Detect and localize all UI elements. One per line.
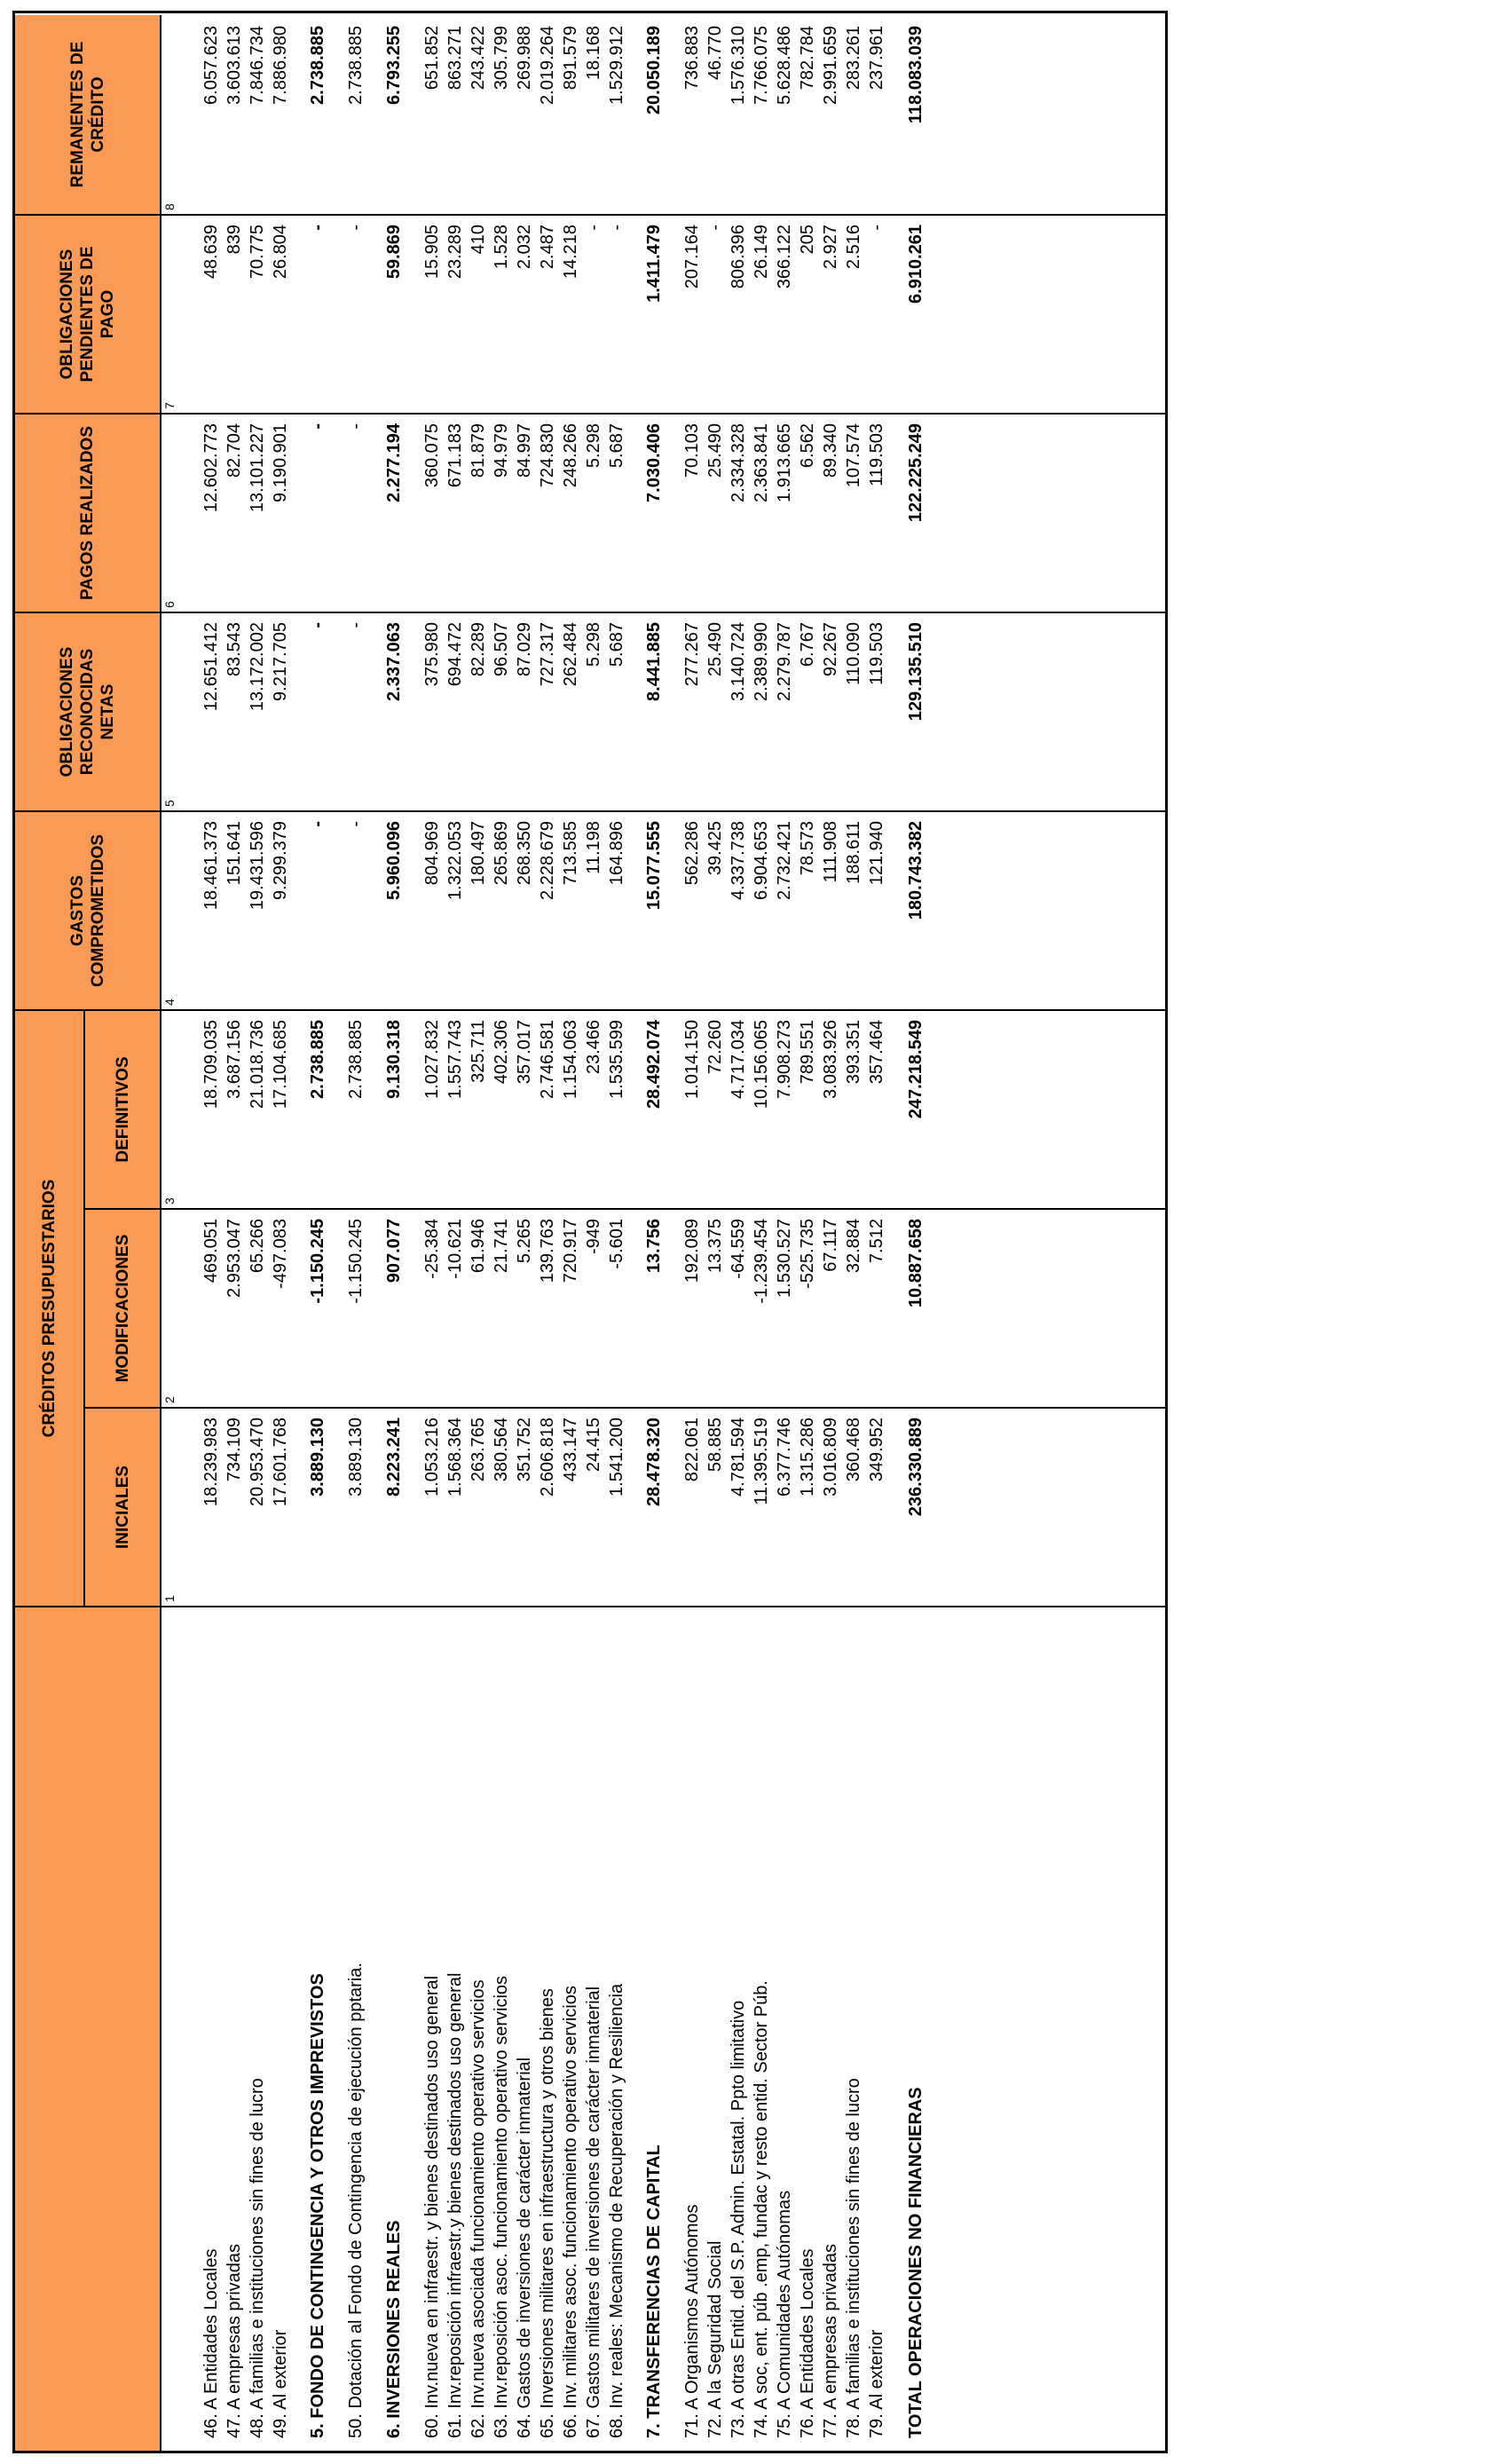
creditos-group-label: CRÉDITOS PRESUPUESTARIOS (40, 1179, 59, 1438)
row-label: 71. A Organismos Autónomos (682, 2204, 702, 2438)
row-label: 50. Dotación al Fondo de Contingencia de ejecución pptaria. (346, 1963, 366, 2438)
row-label: 65. Inversiones militares en infraestructura y otros bienes (538, 1988, 557, 2438)
cell-value: 1.315.286 (798, 1418, 817, 1497)
column-number: 3 (162, 1197, 177, 1204)
cell-value: 46.770 (705, 26, 725, 81)
cell-value: 325.711 (469, 1020, 488, 1083)
cell-value: 5.298 (584, 622, 603, 667)
row-label: 61. Inv.reposición infraestr.y bienes destinados uso general (445, 1972, 465, 2438)
cell-value: 28.492.074 (644, 1020, 664, 1110)
cell-value: 111.908 (821, 821, 840, 883)
cell-value: 17.601.768 (271, 1418, 290, 1507)
cell-value: -1.150.245 (346, 1219, 366, 1304)
cell-value: 207.164 (682, 225, 702, 289)
cell-value: - (308, 225, 327, 231)
cell-value: 3.889.130 (308, 1418, 327, 1497)
cell-value: 70.103 (682, 423, 702, 478)
row-label: 77. A empresas privadas (821, 2243, 840, 2438)
cell-value: 83.543 (225, 622, 244, 677)
cell-value: 7.846.734 (248, 26, 267, 105)
cell-value: 26.149 (752, 225, 771, 280)
cell-value: 2.746.581 (538, 1020, 557, 1099)
cell-value: 2.389.990 (752, 622, 771, 701)
cell-value: 5.960.096 (384, 821, 404, 900)
cell-value: 1.027.832 (422, 1020, 442, 1099)
cell-value: 17.104.685 (271, 1020, 290, 1110)
cell-value: 7.766.075 (752, 26, 771, 105)
row-label: 48. A familias e instituciones sin fines de lucro (248, 2078, 267, 2438)
cell-value: 81.879 (469, 423, 488, 478)
cell-value: 65.266 (248, 1219, 267, 1274)
cell-value: 2.953.047 (225, 1219, 244, 1298)
cell-value: 360.075 (422, 423, 442, 488)
cell-value: 1.053.216 (422, 1418, 442, 1497)
cell-value: 4.781.594 (729, 1418, 748, 1497)
cell-value: - (308, 622, 327, 628)
row-label: 67. Gastos militares de inversiones de carácter inmaterial (584, 1986, 603, 2438)
cell-value: 192.089 (682, 1219, 702, 1283)
cell-value: 360.468 (844, 1418, 863, 1482)
cell-value: 87.029 (515, 622, 534, 677)
group-subheader-divider (83, 1407, 162, 1409)
cell-value: 82.289 (469, 622, 488, 677)
column-header-2 (83, 1208, 162, 1407)
row-label: 60. Inv.nueva en infraestr. y bienes destinados uso general (422, 1975, 442, 2438)
cell-value: 89.340 (821, 423, 840, 478)
column-number: 4 (162, 999, 177, 1006)
cell-value: 8.223.241 (384, 1418, 404, 1497)
cell-value: 25.490 (705, 622, 725, 677)
column-header-label: MODIFICACIONES (113, 1234, 132, 1383)
cell-value: 243.422 (469, 26, 488, 91)
cell-value: 3.140.724 (729, 622, 748, 701)
cell-value: 375.980 (422, 622, 442, 687)
cell-value: 61.946 (469, 1219, 488, 1274)
cell-value: 94.979 (492, 423, 511, 478)
cell-value: 2.738.885 (346, 26, 366, 105)
cell-value: 6.793.255 (384, 26, 404, 105)
cell-value: 96.507 (492, 622, 511, 677)
cell-value: 1.322.053 (445, 821, 465, 900)
cell-value: 9.130.318 (384, 1020, 404, 1099)
cell-value: 366.122 (775, 225, 794, 289)
row-label: TOTAL OPERACIONES NO FINANCIERAS (906, 2087, 926, 2438)
cell-value: 2.277.194 (384, 423, 404, 502)
cell-value: 2.738.885 (308, 1020, 327, 1099)
row-label: 74. A soc, ent. púb .emp, fundac y resto entid. Sector Púb. (752, 1980, 771, 2438)
cell-value: 180.497 (469, 821, 488, 886)
cell-value: 20.953.470 (248, 1418, 267, 1507)
column-header-label: PAGOS REALIZADOS (78, 426, 97, 600)
cell-value: 651.852 (422, 26, 442, 91)
cell-value: - (346, 821, 366, 827)
cell-value: 237.961 (867, 26, 886, 91)
cell-value: 67.117 (821, 1219, 840, 1272)
cell-value: 2.738.885 (346, 1020, 366, 1099)
column-header-label: OBLIGACIONES PENDIENTES DE PAGO (58, 246, 117, 383)
cell-value: 188.611 (844, 821, 863, 884)
cell-value: 5.687 (607, 423, 626, 469)
budget-table (12, 11, 1168, 2453)
cell-value: 1.411.479 (644, 225, 664, 303)
cell-value: 891.579 (561, 26, 580, 91)
cell-value: 2.487 (538, 225, 557, 270)
column-number: 6 (162, 601, 177, 608)
cell-value: 2.019.264 (538, 26, 557, 105)
column-header-7 (15, 214, 162, 413)
cell-value: 10.156.065 (752, 1020, 771, 1110)
cell-value: 268.350 (515, 821, 534, 886)
cell-value: 236.330.889 (906, 1418, 926, 1517)
cell-value: 393.351 (844, 1020, 863, 1085)
cell-value: 1.576.310 (729, 26, 748, 105)
cell-value: 82.704 (225, 423, 244, 478)
row-label: 64. Gastos de inversiones de carácter inmaterial (515, 2057, 534, 2438)
cell-value: 164.896 (607, 821, 626, 886)
cell-value: 15.077.555 (644, 821, 664, 911)
row-label: 7. TRANSFERENCIAS DE CAPITAL (644, 2144, 664, 2438)
row-label: 78. A familias e instituciones sin fines de lucro (844, 2078, 863, 2438)
cell-value: 1.535.599 (607, 1020, 626, 1099)
column-number: 8 (162, 203, 177, 210)
cell-value: 1.913.665 (775, 423, 794, 502)
cell-value: 205 (798, 225, 817, 255)
cell-value: 907.077 (384, 1219, 404, 1283)
column-header-label: REMANENTES DE CRÉDITO (67, 41, 107, 188)
row-label: 76. A Entidades Locales (798, 2248, 817, 2438)
cell-value: 25.490 (705, 423, 725, 478)
cell-value: 3.083.926 (821, 1020, 840, 1099)
cell-value: 1.529.912 (607, 26, 626, 105)
cell-value: 6.562 (798, 423, 817, 469)
cell-value: 433.147 (561, 1418, 580, 1482)
cell-value: 671.183 (445, 423, 465, 488)
cell-value: 1.014.150 (682, 1020, 702, 1099)
cell-value: 357.464 (867, 1020, 886, 1085)
cell-value: 13.375 (705, 1219, 725, 1274)
cell-value: - (346, 622, 366, 628)
column-header-5 (15, 612, 162, 810)
row-label: 75. A Comunidades Autónomas (775, 2190, 794, 2438)
cell-value: -64.559 (729, 1219, 748, 1279)
cell-value: 21.741 (492, 1219, 511, 1274)
cell-value: 2.991.659 (821, 26, 840, 105)
table-row (863, 13, 890, 2451)
table-row (267, 13, 294, 2451)
cell-value: 806.396 (729, 225, 748, 289)
cell-value: 277.267 (682, 622, 702, 687)
column-header-1 (83, 1407, 162, 1606)
cell-value: 1.530.527 (775, 1219, 794, 1298)
cell-value: 19.431.596 (248, 821, 267, 911)
cell-value: 23.289 (445, 225, 465, 280)
cell-value: 32.884 (844, 1219, 863, 1274)
cell-value: 863.271 (445, 26, 465, 91)
cell-value: 7.030.406 (644, 423, 664, 502)
cell-value: 351.752 (515, 1418, 534, 1482)
cell-value: 736.883 (682, 26, 702, 91)
cell-value: 5.298 (584, 423, 603, 469)
cell-value: 713.585 (561, 821, 580, 886)
summary-row (304, 13, 331, 2451)
cell-value: 1.528 (492, 225, 511, 270)
cell-value: - (346, 225, 366, 231)
cell-value: 3.889.130 (346, 1418, 366, 1497)
row-label: 5. FONDO DE CONTINGENCIA Y OTROS IMPREVISTOS (308, 1973, 327, 2438)
cell-value: 21.018.736 (248, 1020, 267, 1110)
row-label: 46. A Entidades Locales (201, 2248, 221, 2438)
cell-value: 2.738.885 (308, 26, 327, 105)
row-label: 72. A la Seguridad Social (705, 2240, 725, 2438)
cell-value: 180.743.382 (906, 821, 926, 920)
cell-value: 151.641 (225, 821, 244, 886)
cell-value: 1.568.364 (445, 1418, 465, 1497)
row-label: 73. A otras Entid. del S.P. Admin. Estatal. Ppto limitativo (729, 2000, 748, 2438)
cell-value: 2.516 (844, 225, 863, 270)
cell-value: -497.083 (271, 1219, 290, 1289)
cell-value: - (346, 423, 366, 430)
cell-value: 305.799 (492, 26, 511, 91)
cell-value: 720.917 (561, 1219, 580, 1283)
cell-value: 804.969 (422, 821, 442, 886)
cell-value: 8.441.885 (644, 622, 664, 701)
cell-value: 6.057.623 (201, 26, 221, 105)
cell-value: 26.804 (271, 225, 290, 280)
cell-value: 727.317 (538, 622, 557, 687)
cell-value: 39.425 (705, 821, 725, 876)
cell-value: 18.239.983 (201, 1418, 221, 1507)
cell-value: 20.050.189 (644, 26, 664, 115)
cell-value: 18.461.373 (201, 821, 221, 911)
cell-value: 380.564 (492, 1418, 511, 1482)
column-number: 5 (162, 800, 177, 807)
cell-value: 3.016.809 (821, 1418, 840, 1497)
cell-value: 5.687 (607, 622, 626, 667)
cell-value: 469.051 (201, 1219, 221, 1283)
cell-value: 4.337.738 (729, 821, 748, 900)
cell-value: 10.887.658 (906, 1219, 926, 1308)
cell-value: 357.017 (515, 1020, 534, 1085)
cell-value: 9.190.901 (271, 423, 290, 502)
cell-value: 18.168 (584, 26, 603, 81)
column-header-label: OBLIGACIONES RECONOCIDAS NETAS (58, 646, 117, 778)
cell-value: 734.109 (225, 1418, 244, 1482)
table-row (343, 13, 369, 2451)
cell-value: 12.651.412 (201, 622, 221, 712)
cell-value: 7.512 (867, 1219, 886, 1264)
cell-value: 410 (469, 225, 488, 255)
cell-value: 6.767 (798, 622, 817, 667)
summary-row (902, 13, 929, 2451)
cell-value: 23.466 (584, 1020, 603, 1075)
cell-value: - (607, 225, 626, 231)
column-header-label: DEFINITIVOS (113, 1056, 132, 1163)
cell-value: 11.198 (584, 821, 603, 874)
cell-value: 13.101.227 (248, 423, 267, 513)
row-label: 68. Inv. reales: Mecanismo de Recuperación y Resiliencia (607, 1983, 626, 2438)
cell-value: 6.904.653 (752, 821, 771, 900)
cell-value: 48.639 (201, 225, 221, 280)
cell-value: 269.988 (515, 26, 534, 91)
cell-value: 18.709.035 (201, 1020, 221, 1110)
cell-value: 9.217.705 (271, 622, 290, 701)
cell-value: 6.910.261 (906, 225, 926, 304)
cell-value: 1.154.063 (561, 1020, 580, 1099)
cell-value: 2.337.063 (384, 622, 404, 701)
cell-value: -1.239.454 (752, 1219, 771, 1304)
cell-value: 2.927 (821, 225, 840, 270)
cell-value: 694.472 (445, 622, 465, 687)
cell-value: - (584, 225, 603, 231)
cell-value: 7.908.273 (775, 1020, 794, 1099)
column-header-6 (15, 413, 162, 612)
cell-value: 2.606.818 (538, 1418, 557, 1497)
row-label: 49. Al exterior (271, 2329, 290, 2438)
cell-value: 5.265 (515, 1219, 534, 1264)
cell-value: 2.032 (515, 225, 534, 270)
cell-value: 1.541.200 (607, 1418, 626, 1497)
cell-value: 92.267 (821, 622, 840, 677)
cell-value: 248.266 (561, 423, 580, 488)
row-label: 62. Inv.nueva asociada funcionamiento operativo servicios (469, 1979, 488, 2438)
cell-value: 13.172.002 (248, 622, 267, 712)
group-subheader-divider (83, 1208, 162, 1210)
cell-value: 13.756 (644, 1219, 664, 1274)
cell-value: 4.717.034 (729, 1020, 748, 1099)
cell-value: - (867, 225, 886, 231)
column-header-label: INICIALES (113, 1465, 132, 1549)
cell-value: 121.940 (867, 821, 886, 886)
cell-value: 1.557.743 (445, 1020, 465, 1099)
column-number: 7 (162, 402, 177, 409)
cell-value: -10.621 (445, 1219, 465, 1279)
cell-value: - (308, 821, 327, 827)
cell-value: 5.628.486 (775, 26, 794, 105)
cell-value: 263.765 (469, 1418, 488, 1482)
cell-value: 349.952 (867, 1418, 886, 1482)
cell-value: 59.869 (384, 225, 404, 280)
cell-value: 402.306 (492, 1020, 511, 1085)
cell-value: 724.830 (538, 423, 557, 488)
cell-value: 262.484 (561, 622, 580, 687)
cell-value: 562.286 (682, 821, 702, 886)
cell-value: 2.363.841 (752, 423, 771, 502)
cell-value: 122.225.249 (906, 423, 926, 523)
cell-value: 129.135.510 (906, 622, 926, 722)
cell-value: - (705, 225, 725, 231)
column-header-4 (15, 810, 162, 1009)
cell-value: -25.384 (422, 1219, 442, 1279)
cell-value: -949 (584, 1219, 603, 1255)
cell-value: 58.885 (705, 1418, 725, 1473)
cell-value: 283.261 (844, 26, 863, 91)
column-header-8 (15, 15, 162, 214)
cell-value: 2.334.328 (729, 423, 748, 502)
cell-value: 11.395.519 (752, 1418, 771, 1505)
row-label: 66. Inv. militares asoc. funcionamiento operativo servicios (561, 1986, 580, 2438)
cell-value: 84.997 (515, 423, 534, 478)
cell-value: 70.775 (248, 225, 267, 280)
cell-value: 7.886.980 (271, 26, 290, 105)
summary-row (641, 13, 667, 2451)
cell-value: 72.260 (705, 1020, 725, 1075)
cell-value: 28.478.320 (644, 1418, 664, 1507)
cell-value: 12.602.773 (201, 423, 221, 513)
cell-value: 247.218.549 (906, 1020, 926, 1119)
cell-value: 782.784 (798, 26, 817, 91)
column-header-label: GASTOS COMPROMETIDOS (67, 833, 107, 988)
row-label: 63. Inv.reposición asoc. funcionamiento operativo servicios (492, 1975, 511, 2438)
column-number: 2 (162, 1396, 177, 1403)
row-label: 79. Al exterior (867, 2329, 886, 2438)
cell-value: 822.061 (682, 1418, 702, 1482)
cell-value: 119.503 (867, 423, 886, 486)
cell-value: 110.090 (844, 622, 863, 685)
cell-value: 2.732.421 (775, 821, 794, 900)
cell-value: 78.573 (798, 821, 817, 876)
creditos-group-header (15, 1009, 83, 1606)
cell-value: 2.228.679 (538, 821, 557, 900)
column-number: 1 (162, 1595, 177, 1602)
cell-value: 139.763 (538, 1219, 557, 1283)
cell-value: 118.083.039 (906, 26, 926, 124)
label-header-cell (15, 1606, 162, 2451)
cell-value: 3.687.156 (225, 1020, 244, 1099)
column-header-3 (83, 1009, 162, 1208)
cell-value: -5.601 (607, 1219, 626, 1269)
cell-value: 9.299.379 (271, 821, 290, 900)
cell-value: 3.603.613 (225, 26, 244, 105)
cell-value: 265.869 (492, 821, 511, 886)
row-label: 47. A empresas privadas (225, 2243, 244, 2438)
cell-value: 2.279.787 (775, 622, 794, 701)
summary-row (381, 13, 407, 2451)
cell-value: 24.415 (584, 1418, 603, 1473)
cell-value: 119.503 (867, 622, 886, 685)
cell-value: 14.218 (561, 225, 580, 280)
cell-value: 6.377.746 (775, 1418, 794, 1497)
cell-value: -1.150.245 (308, 1219, 327, 1304)
cell-value: - (308, 423, 327, 430)
table-row (603, 13, 630, 2451)
cell-value: -525.735 (798, 1219, 817, 1289)
cell-value: 839 (225, 225, 244, 255)
cell-value: 15.905 (422, 225, 442, 280)
cell-value: 789.551 (798, 1020, 817, 1085)
cell-value: 107.574 (844, 423, 863, 488)
row-label: 6. INVERSIONES REALES (384, 2220, 404, 2438)
